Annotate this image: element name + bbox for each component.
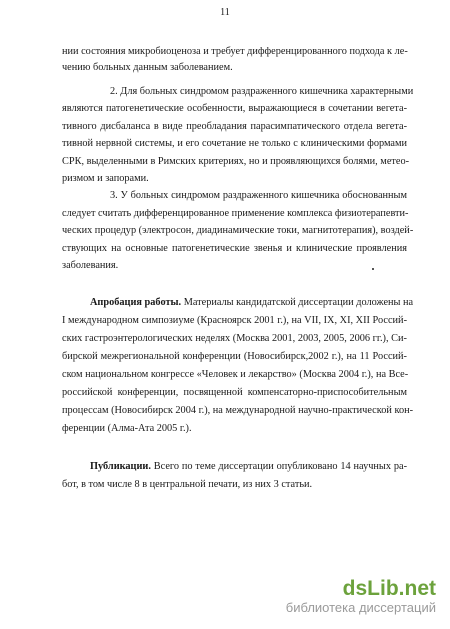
paragraph2-line: тивного дисбаланса в виде преобладания парасимпатического отдела вегета-	[62, 121, 407, 132]
watermark	[286, 578, 436, 615]
watermark-subtitle: библиотека диссертаций	[285, 600, 436, 615]
approbation-line: I международном симпозиуме (Красноярск 2001 г.), на VII, IX, XI, XII Россий-	[62, 315, 407, 326]
approbation-line: ском национальном конгрессе «Человек и лекарство» (Москва 2004 г.), на Все-	[62, 369, 409, 380]
approbation-first-line	[90, 297, 414, 309]
paragraph3-line: ческих процедур (электросон, диадинамические токи, магнитотерапия), воздей-	[62, 225, 414, 236]
approbation-line: российской конференции, посвященной компенсаторно-приспособительным	[62, 387, 407, 398]
paragraph2-line: являются патогенетические особенности, выражающиеся в сочетании вегета-	[62, 103, 407, 114]
paragraph2-line: 2. Для больных синдромом раздраженного кишечника характерными	[110, 86, 414, 97]
paragraph3-line: ствующих на основные патогенетические звенья и клинические проявления	[62, 243, 407, 254]
paragraph3-line: 3. У больных синдромом раздраженного кишечника обоснованным	[110, 190, 407, 201]
publications-text: Всего по теме диссертации опубликовано 14 научных ра-	[150, 461, 407, 472]
approbation-line: ференции (Алма-Ата 2005 г.).	[62, 423, 192, 434]
paragraph1-line: чению больных данным заболеванием.	[62, 62, 233, 73]
paragraph3-line: заболевания.	[62, 260, 119, 271]
publications-heading: Публикации.	[90, 461, 151, 472]
publications-line: бот, в том числе 8 в центральной печати, из них 3 статьи.	[62, 479, 313, 490]
paragraph1-line: нии состояния микробиоценоза и требует дифференцированного подхода к ле-	[62, 46, 408, 57]
approbation-line: процессам (Новосибирск 2004 г.), на международной научно-практической кон-	[62, 405, 414, 416]
approbation-line: ских гастроэнтерологических неделях (Москва 2001, 2003, 2005, 2006 гг.), Си-	[62, 333, 407, 344]
paragraph2-line: ризмом и запорами.	[62, 173, 149, 184]
approbation-heading: Апробация работы.	[90, 297, 182, 308]
paragraph2-line: тивной нервной системы, и его сочетание не только с клиническими формами	[62, 138, 407, 149]
approbation-text: Материалы кандидатской диссертации доложены на	[181, 297, 414, 308]
speck-mark	[372, 268, 374, 270]
watermark-logo: dsLib.net	[342, 577, 436, 600]
publications-first-line	[90, 461, 407, 473]
paragraph2-line: СРК, выделенными в Римских критериях, но и проявляющихся болями, метео-	[62, 156, 410, 167]
paragraph3-line: следует считать дифференцированное применение комплекса физиотерапевти-	[62, 208, 409, 219]
page-number: 11	[220, 7, 230, 18]
approbation-line: бирской межрегиональной конференции (Новосибирск,2002 г.), на 11 Россий-	[62, 351, 407, 362]
